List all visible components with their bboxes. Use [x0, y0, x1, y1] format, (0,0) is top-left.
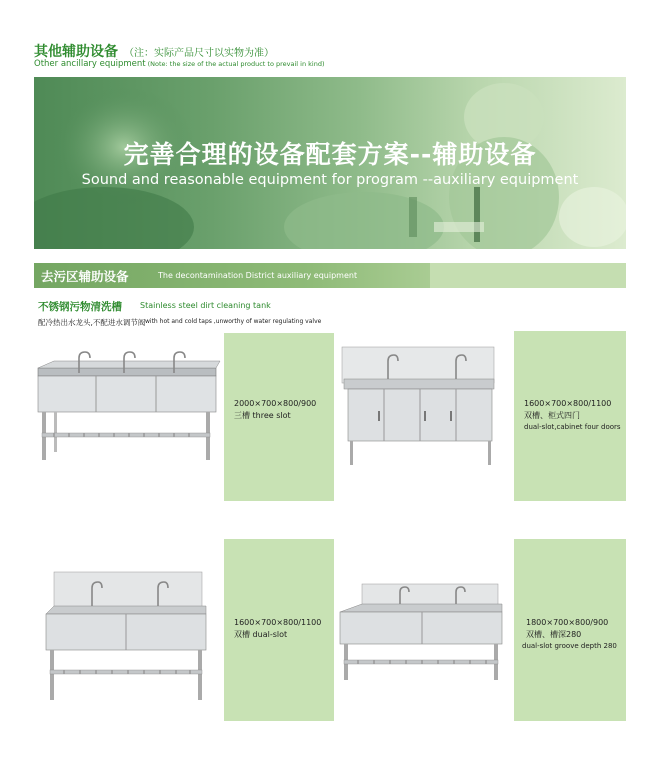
product-spec-panel	[224, 539, 334, 721]
section-title-en: The decontamination District auxiliary equipment	[158, 271, 358, 280]
product-spec-panel	[514, 331, 626, 501]
product-type	[234, 410, 291, 421]
product-type-en: dual-slot	[252, 630, 288, 639]
product-size: 1600×700×800/1100	[234, 618, 322, 627]
product-spec-panel	[514, 539, 626, 721]
dual-slot-sink-icon	[40, 566, 212, 706]
product-type-cn: 双槽、柜式四门	[524, 411, 580, 420]
product-type-cn: 三槽	[234, 411, 250, 420]
product-photo	[34, 333, 224, 468]
page-title-note-cn: （注：实际产品尺寸以实物为准）	[124, 48, 274, 59]
product-photo	[336, 576, 508, 686]
product-type-en: dual-slot,cabinet four doors	[524, 423, 621, 431]
three-slot-sink-icon	[34, 333, 224, 468]
product-size: 2000×700×800/900	[234, 399, 317, 408]
page-title-en: Other ancillary equipment	[34, 59, 146, 69]
section-title-cn: 去污区辅助设备	[41, 269, 129, 284]
product-type-cn: 双槽、槽深280	[526, 630, 582, 639]
product-type-en: dual-slot groove depth 280	[522, 642, 617, 650]
page-title-cn: 其他辅助设备	[34, 44, 118, 60]
product-feature-cn: 配冷热出水龙头,不配进水调节阀	[38, 318, 146, 327]
deep-dual-sink-icon	[336, 576, 508, 686]
product-group-name-en: Stainless steel dirt cleaning tank	[140, 301, 271, 310]
page-title	[34, 41, 274, 61]
banner-title-cn: 完善合理的设备配套方案--辅助设备	[123, 140, 537, 169]
product-feature-en: with hot and cold taps ,unworthy of water regulating valve	[145, 318, 322, 325]
product-photo	[338, 341, 502, 471]
page-subtitle	[34, 59, 325, 69]
page-title-note-en: (Note: the size of the actual product to prevail in kind)	[147, 60, 325, 68]
product-type-cn: 双槽	[234, 630, 250, 639]
product-photo	[40, 566, 212, 706]
banner-title-en: Sound and reasonable equipment for program --auxiliary equipment	[81, 172, 579, 188]
product-type	[234, 629, 287, 640]
hero-banner	[34, 77, 626, 249]
product-size: 1800×700×800/900	[526, 618, 609, 627]
product-spec-panel	[224, 333, 334, 501]
product-size: 1600×700×800/1100	[524, 399, 612, 408]
product-type-en: three slot	[252, 411, 291, 420]
product-group-name-cn: 不锈钢污物清洗槽	[38, 301, 122, 313]
cabinet-sink-icon	[338, 341, 502, 471]
